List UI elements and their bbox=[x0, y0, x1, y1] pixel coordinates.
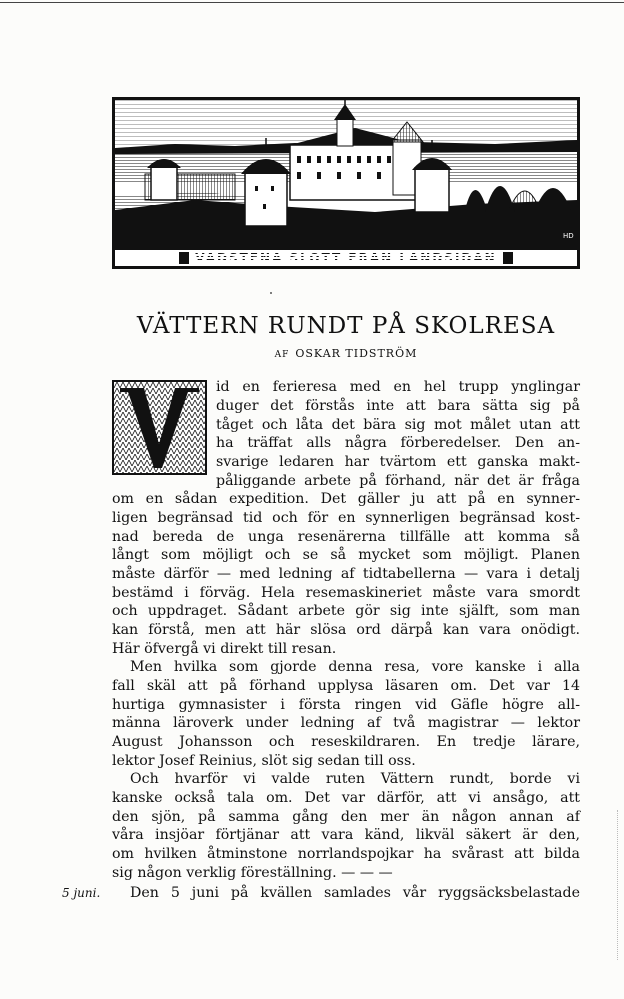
text-line: och uppdraget. Sådant arbete gör sig inte själft, som man bbox=[112, 603, 580, 619]
byline bbox=[112, 347, 580, 360]
top-rule bbox=[0, 2, 624, 3]
ornament-dot bbox=[270, 292, 272, 294]
text-line: sig någon verklig föreställning. — — — bbox=[112, 865, 393, 881]
text-line: om hvilken åtminstone norrlandspojkar ha svårast att bilda bbox=[112, 846, 580, 862]
text-line: id en ferieresa med en hel trupp ynglingar bbox=[216, 379, 580, 395]
text-line: männa läroverk under ledning af två magistrar — lektor bbox=[112, 715, 580, 731]
text-line: Här öfvergå vi direkt till resan. bbox=[112, 641, 337, 657]
illustration-caption: VADSTENA SLOTT FRÅN LANDSIDAN bbox=[195, 251, 497, 265]
illustration-caption-bar bbox=[112, 247, 580, 269]
page-edge-dots bbox=[617, 810, 619, 960]
text-line: kan förstå, men att här slösa ord därpå kan vara onödigt. bbox=[112, 622, 580, 638]
text-line: hurtiga gymnasister i första ringen vid Gäfle högre all- bbox=[112, 697, 580, 713]
caption-ornament-left bbox=[179, 252, 189, 264]
text-line: ligen begränsad tid och för en synnerligen begränsad kost- bbox=[112, 510, 580, 526]
text-line: långt som möjligt och se så mycket som möjligt. Planen bbox=[112, 547, 580, 563]
castle-engraving-image bbox=[115, 100, 577, 244]
text-line: August Johansson och reseskildraren. En tredje lärare, bbox=[112, 734, 580, 750]
text-line: nad bereda de unga resenärerna tillfälle att komma så bbox=[112, 529, 580, 545]
text-line: lektor Josef Reinius, slöt sig sedan till oss. bbox=[112, 753, 416, 769]
text-line: ha träffat alls några förberedelser. Den an- bbox=[216, 435, 580, 451]
byline-prefix: AF bbox=[274, 350, 290, 360]
text-line: Den 5 juni på kvällen samlades vår ryggsäcksbelastade bbox=[130, 885, 580, 901]
caption-ornament-right bbox=[503, 252, 513, 264]
text-line: fall skäl att på förhand upplysa läsaren om. Det var 14 bbox=[112, 678, 580, 694]
text-line: kanske också tala om. Det var därför, att vi ansågo, att bbox=[112, 790, 580, 806]
text-line: tåget och låta det bära sig mot målet utan att bbox=[216, 417, 580, 433]
text-line: påliggande arbete på förhand, när det är fråga bbox=[216, 473, 580, 489]
text-line: Men hvilka som gjorde denna resa, vore kanske i alla bbox=[130, 659, 580, 675]
text-line: våra insjöar förtjänar att vara känd, likväl säkert är den, bbox=[112, 827, 580, 843]
margin-date-note: 5 juni. bbox=[62, 886, 101, 900]
text-line: svarige ledaren har tvärtom ett ganska makt- bbox=[216, 454, 580, 470]
text-line: bestämd i förväg. Hela resemaskineriet måste vara smordt bbox=[112, 585, 580, 601]
initial-v-image bbox=[114, 382, 205, 473]
text-line: måste därför — med ledning af tidtabellerna — vara i detalj bbox=[112, 566, 580, 582]
author-name: OSKAR TIDSTRÖM bbox=[295, 347, 418, 360]
castle-illustration bbox=[112, 97, 580, 247]
text-line: den sjön, på samma gång den mer än någon annan af bbox=[112, 809, 580, 825]
artist-monogram: HD bbox=[563, 232, 574, 240]
article-title: VÄTTERN RUNDT PÅ SKOLRESA bbox=[136, 313, 556, 339]
text-line: duger det förstås inte att bara sätta sig på bbox=[216, 398, 580, 414]
decorative-initial bbox=[112, 380, 207, 475]
text-line: om en sådan expedition. Det gäller ju att på en synner- bbox=[112, 491, 580, 507]
text-line: Och hvarför vi valde ruten Vättern rundt, borde vi bbox=[130, 771, 580, 787]
